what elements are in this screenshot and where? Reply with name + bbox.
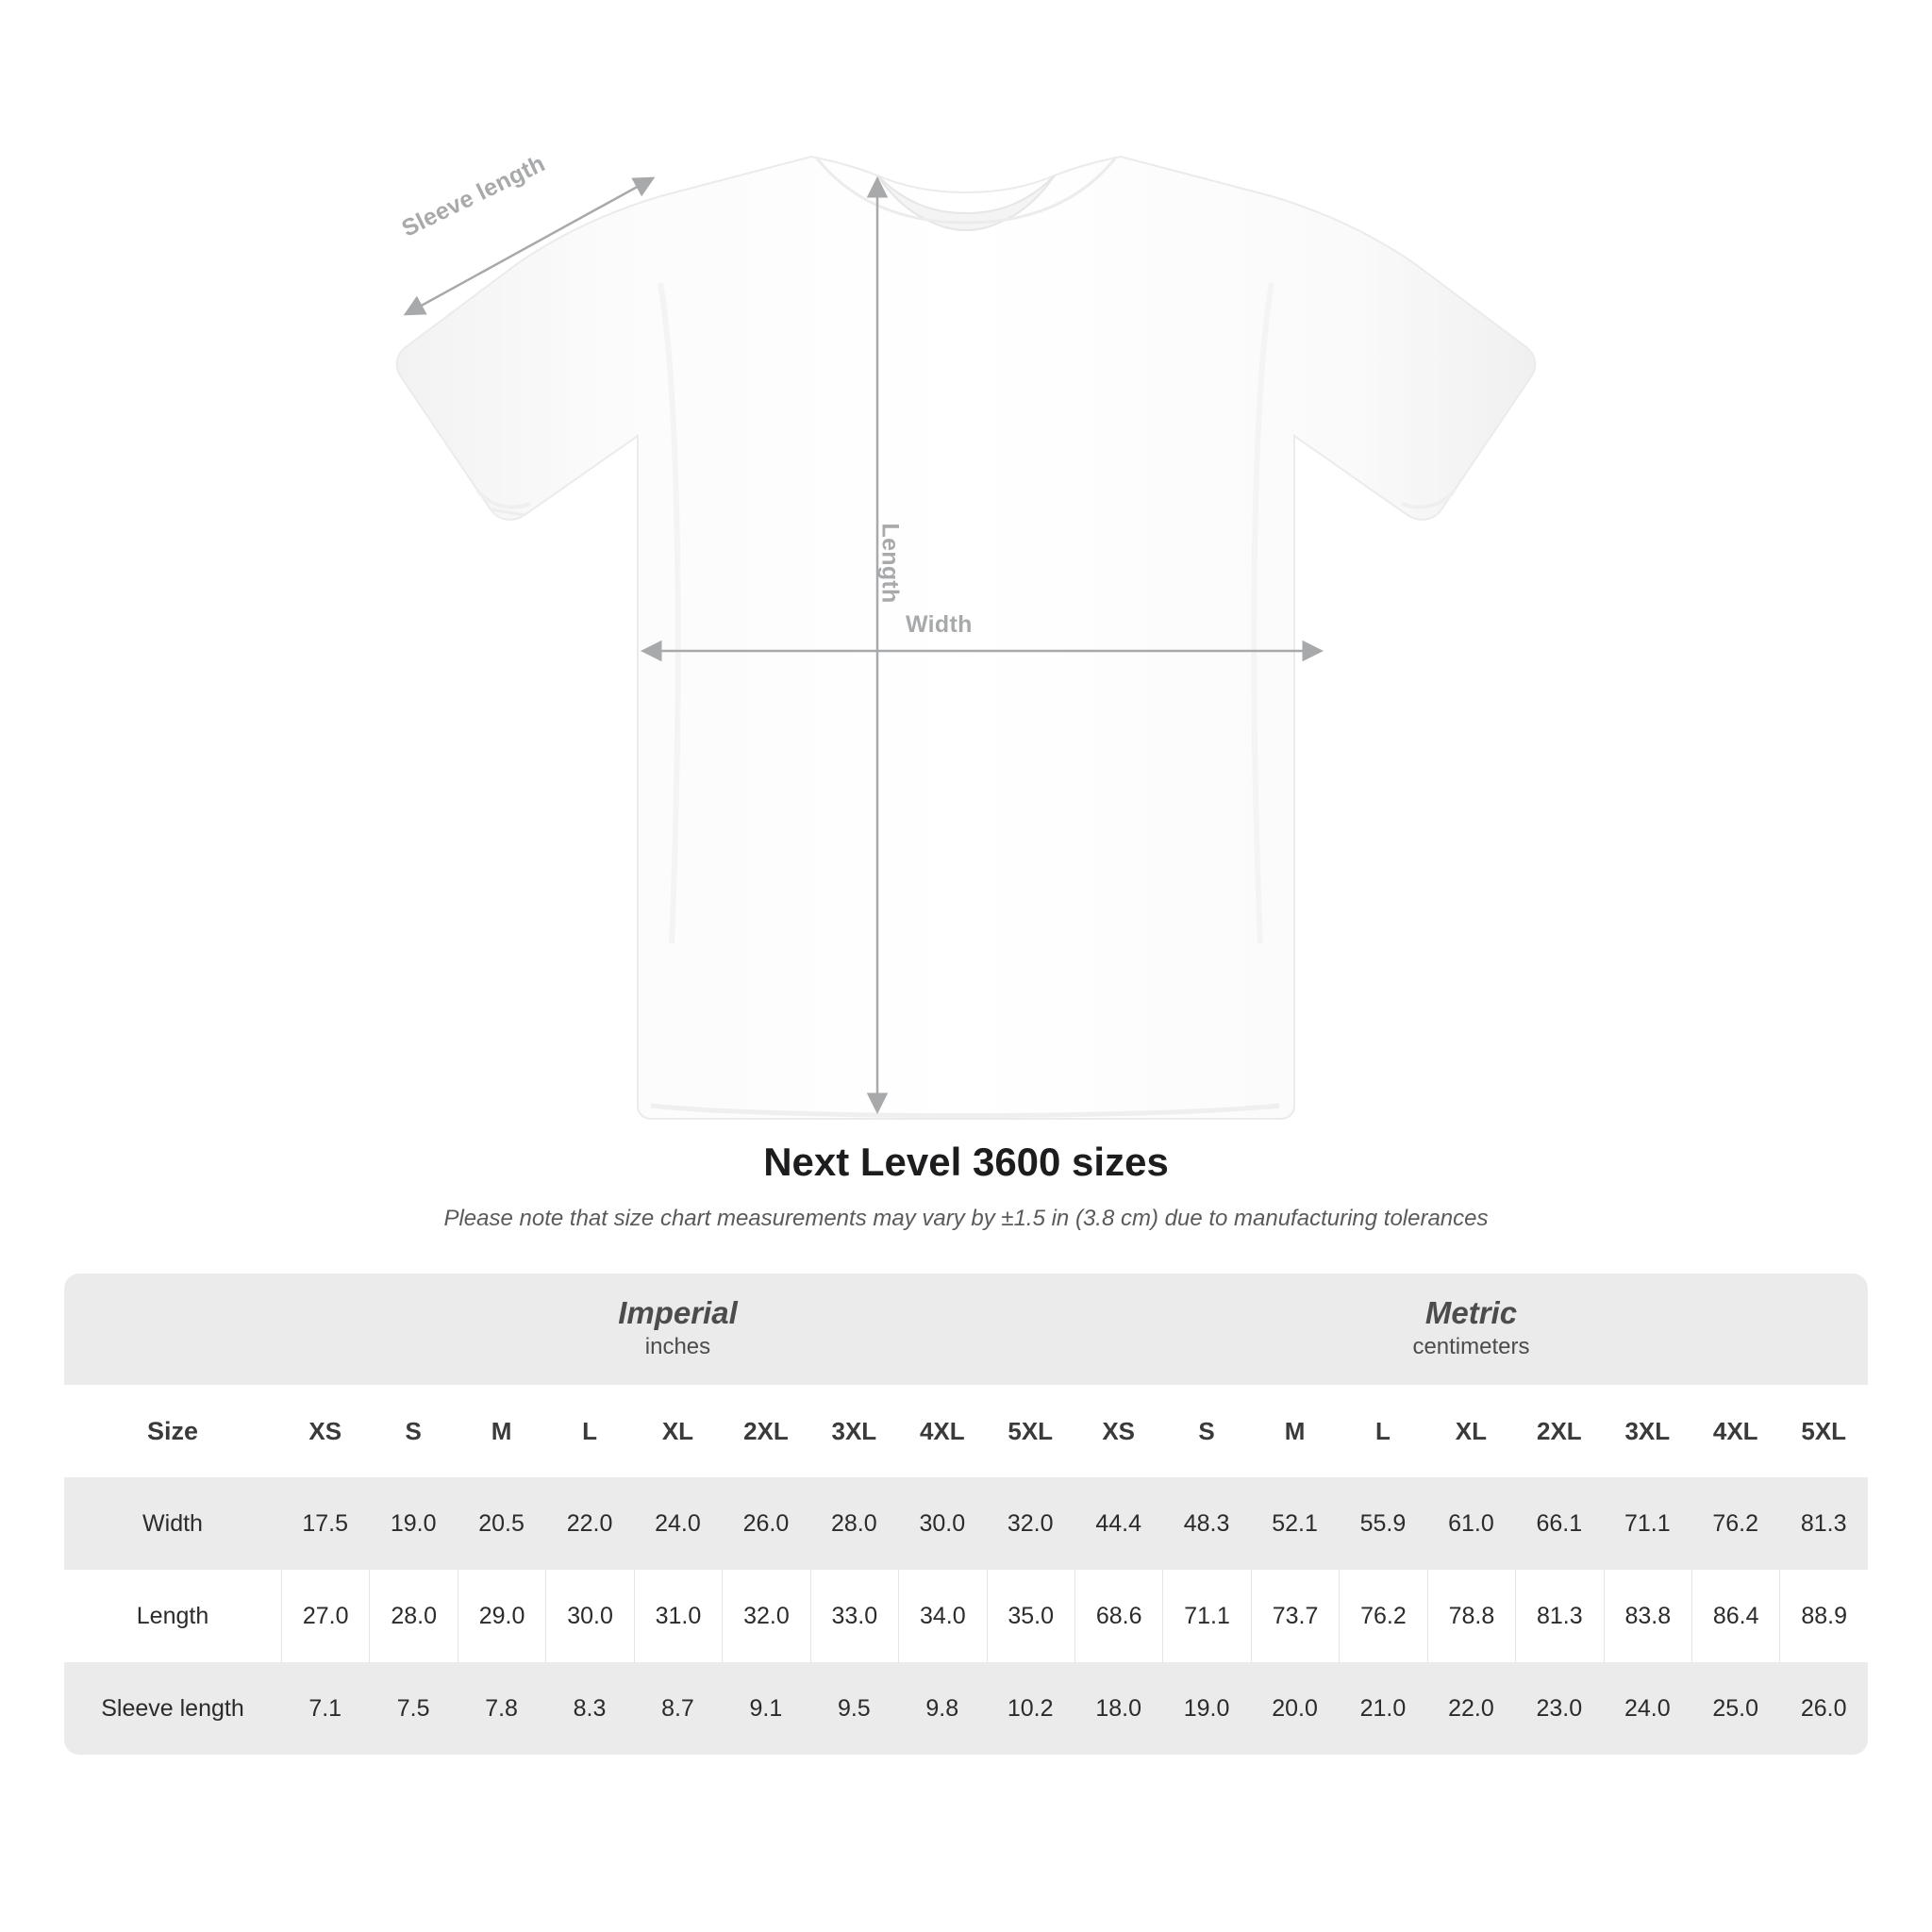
size-col-metric-xl: XL <box>1427 1385 1515 1477</box>
size-table <box>64 1274 1868 1755</box>
cell-sleeve-metric-5xl: 26.0 <box>1779 1662 1868 1755</box>
metric-group-header <box>1074 1274 1868 1385</box>
size-header-row <box>64 1385 1868 1477</box>
cell-length-imperial-l: 30.0 <box>545 1570 633 1662</box>
cell-sleeve-metric-2xl: 23.0 <box>1515 1662 1603 1755</box>
imperial-group-header <box>281 1274 1074 1385</box>
cell-length-metric-m: 73.7 <box>1251 1570 1339 1662</box>
cell-length-imperial-4xl: 34.0 <box>898 1570 986 1662</box>
cell-length-metric-l: 76.2 <box>1339 1570 1426 1662</box>
cell-width-metric-xs: 44.4 <box>1074 1477 1162 1570</box>
cell-sleeve-metric-xs: 18.0 <box>1074 1662 1162 1755</box>
size-col-imperial-4xl: 4XL <box>898 1385 986 1477</box>
cell-sleeve-imperial-s: 7.5 <box>369 1662 457 1755</box>
cell-width-metric-4xl: 76.2 <box>1691 1477 1779 1570</box>
size-col-imperial-s: S <box>369 1385 457 1477</box>
cell-width-imperial-3xl: 28.0 <box>810 1477 898 1570</box>
size-col-metric-m: M <box>1251 1385 1339 1477</box>
cell-width-metric-2xl: 66.1 <box>1515 1477 1603 1570</box>
size-col-imperial-xs: XS <box>281 1385 369 1477</box>
size-col-imperial-3xl: 3XL <box>810 1385 898 1477</box>
sleeve-length-label: Sleeve length <box>397 150 550 242</box>
size-col-imperial-5xl: 5XL <box>987 1385 1074 1477</box>
cell-sleeve-imperial-2xl: 9.1 <box>722 1662 809 1755</box>
cell-width-imperial-4xl: 30.0 <box>898 1477 986 1570</box>
row-label-sleeve-length: Sleeve length <box>64 1662 281 1755</box>
row-label-length: Length <box>64 1570 281 1662</box>
metric-subtitle: centimeters <box>1412 1334 1530 1360</box>
cell-width-imperial-l: 22.0 <box>545 1477 633 1570</box>
cell-length-metric-4xl: 86.4 <box>1691 1570 1779 1662</box>
cell-width-metric-m: 52.1 <box>1251 1477 1339 1570</box>
size-col-imperial-xl: XL <box>634 1385 722 1477</box>
size-col-metric-s: S <box>1162 1385 1250 1477</box>
cell-width-imperial-5xl: 32.0 <box>987 1477 1074 1570</box>
metric-title: Metric <box>1424 1295 1518 1331</box>
size-col-imperial-m: M <box>458 1385 545 1477</box>
cell-sleeve-metric-s: 19.0 <box>1162 1662 1250 1755</box>
size-col-imperial-2xl: 2XL <box>722 1385 809 1477</box>
cell-length-metric-xl: 78.8 <box>1427 1570 1515 1662</box>
page-title: Next Level 3600 sizes <box>763 1140 1169 1184</box>
cell-length-imperial-2xl: 32.0 <box>722 1570 809 1662</box>
table-row <box>64 1662 1868 1755</box>
cell-width-imperial-m: 20.5 <box>458 1477 545 1570</box>
size-col-metric-5xl: 5XL <box>1779 1385 1868 1477</box>
cell-length-imperial-xl: 31.0 <box>634 1570 722 1662</box>
cell-length-imperial-s: 28.0 <box>369 1570 457 1662</box>
cell-sleeve-metric-3xl: 24.0 <box>1604 1662 1691 1755</box>
cell-width-imperial-xs: 17.5 <box>281 1477 369 1570</box>
size-col-metric-3xl: 3XL <box>1604 1385 1691 1477</box>
imperial-title: Imperial <box>618 1295 738 1331</box>
cell-length-imperial-5xl: 35.0 <box>987 1570 1074 1662</box>
size-table-wrapper <box>64 1274 1868 1755</box>
cell-sleeve-imperial-5xl: 10.2 <box>987 1662 1074 1755</box>
cell-width-imperial-2xl: 26.0 <box>722 1477 809 1570</box>
unit-header-row <box>64 1274 1868 1385</box>
cell-length-imperial-3xl: 33.0 <box>810 1570 898 1662</box>
size-col-metric-l: L <box>1339 1385 1426 1477</box>
cell-sleeve-imperial-3xl: 9.5 <box>810 1662 898 1755</box>
cell-sleeve-imperial-l: 8.3 <box>545 1662 633 1755</box>
tolerance-note: Please note that size chart measurements may vary by ±1.5 in (3.8 cm) due to manufacturing tolerances <box>443 1206 1489 1231</box>
cell-sleeve-imperial-xs: 7.1 <box>281 1662 369 1755</box>
cell-width-metric-xl: 61.0 <box>1427 1477 1515 1570</box>
row-label-width: Width <box>64 1477 281 1570</box>
cell-width-metric-l: 55.9 <box>1339 1477 1426 1570</box>
table-row <box>64 1570 1868 1662</box>
cell-length-metric-2xl: 81.3 <box>1515 1570 1603 1662</box>
cell-sleeve-imperial-xl: 8.7 <box>634 1662 722 1755</box>
cell-width-imperial-s: 19.0 <box>369 1477 457 1570</box>
cell-length-metric-s: 71.1 <box>1162 1570 1250 1662</box>
cell-width-metric-s: 48.3 <box>1162 1477 1250 1570</box>
length-label: Length <box>876 523 904 604</box>
size-row-label: Size <box>64 1385 281 1477</box>
cell-sleeve-metric-xl: 22.0 <box>1427 1662 1515 1755</box>
cell-sleeve-metric-l: 21.0 <box>1339 1662 1426 1755</box>
cell-sleeve-imperial-4xl: 9.8 <box>898 1662 986 1755</box>
cell-width-imperial-xl: 24.0 <box>634 1477 722 1570</box>
cell-sleeve-metric-4xl: 25.0 <box>1691 1662 1779 1755</box>
cell-length-imperial-m: 29.0 <box>458 1570 545 1662</box>
cell-length-imperial-xs: 27.0 <box>281 1570 369 1662</box>
cell-sleeve-metric-m: 20.0 <box>1251 1662 1339 1755</box>
imperial-subtitle: inches <box>644 1334 711 1360</box>
size-col-metric-xs: XS <box>1074 1385 1162 1477</box>
size-col-imperial-l: L <box>545 1385 633 1477</box>
size-col-metric-2xl: 2XL <box>1515 1385 1603 1477</box>
table-corner <box>64 1274 281 1385</box>
table-row <box>64 1477 1868 1570</box>
cell-length-metric-5xl: 88.9 <box>1779 1570 1868 1662</box>
cell-width-metric-5xl: 81.3 <box>1779 1477 1868 1570</box>
cell-length-metric-xs: 68.6 <box>1074 1570 1162 1662</box>
cell-width-metric-3xl: 71.1 <box>1604 1477 1691 1570</box>
cell-sleeve-imperial-m: 7.8 <box>458 1662 545 1755</box>
width-label: Width <box>906 611 973 638</box>
cell-length-metric-3xl: 83.8 <box>1604 1570 1691 1662</box>
size-col-metric-4xl: 4XL <box>1691 1385 1779 1477</box>
